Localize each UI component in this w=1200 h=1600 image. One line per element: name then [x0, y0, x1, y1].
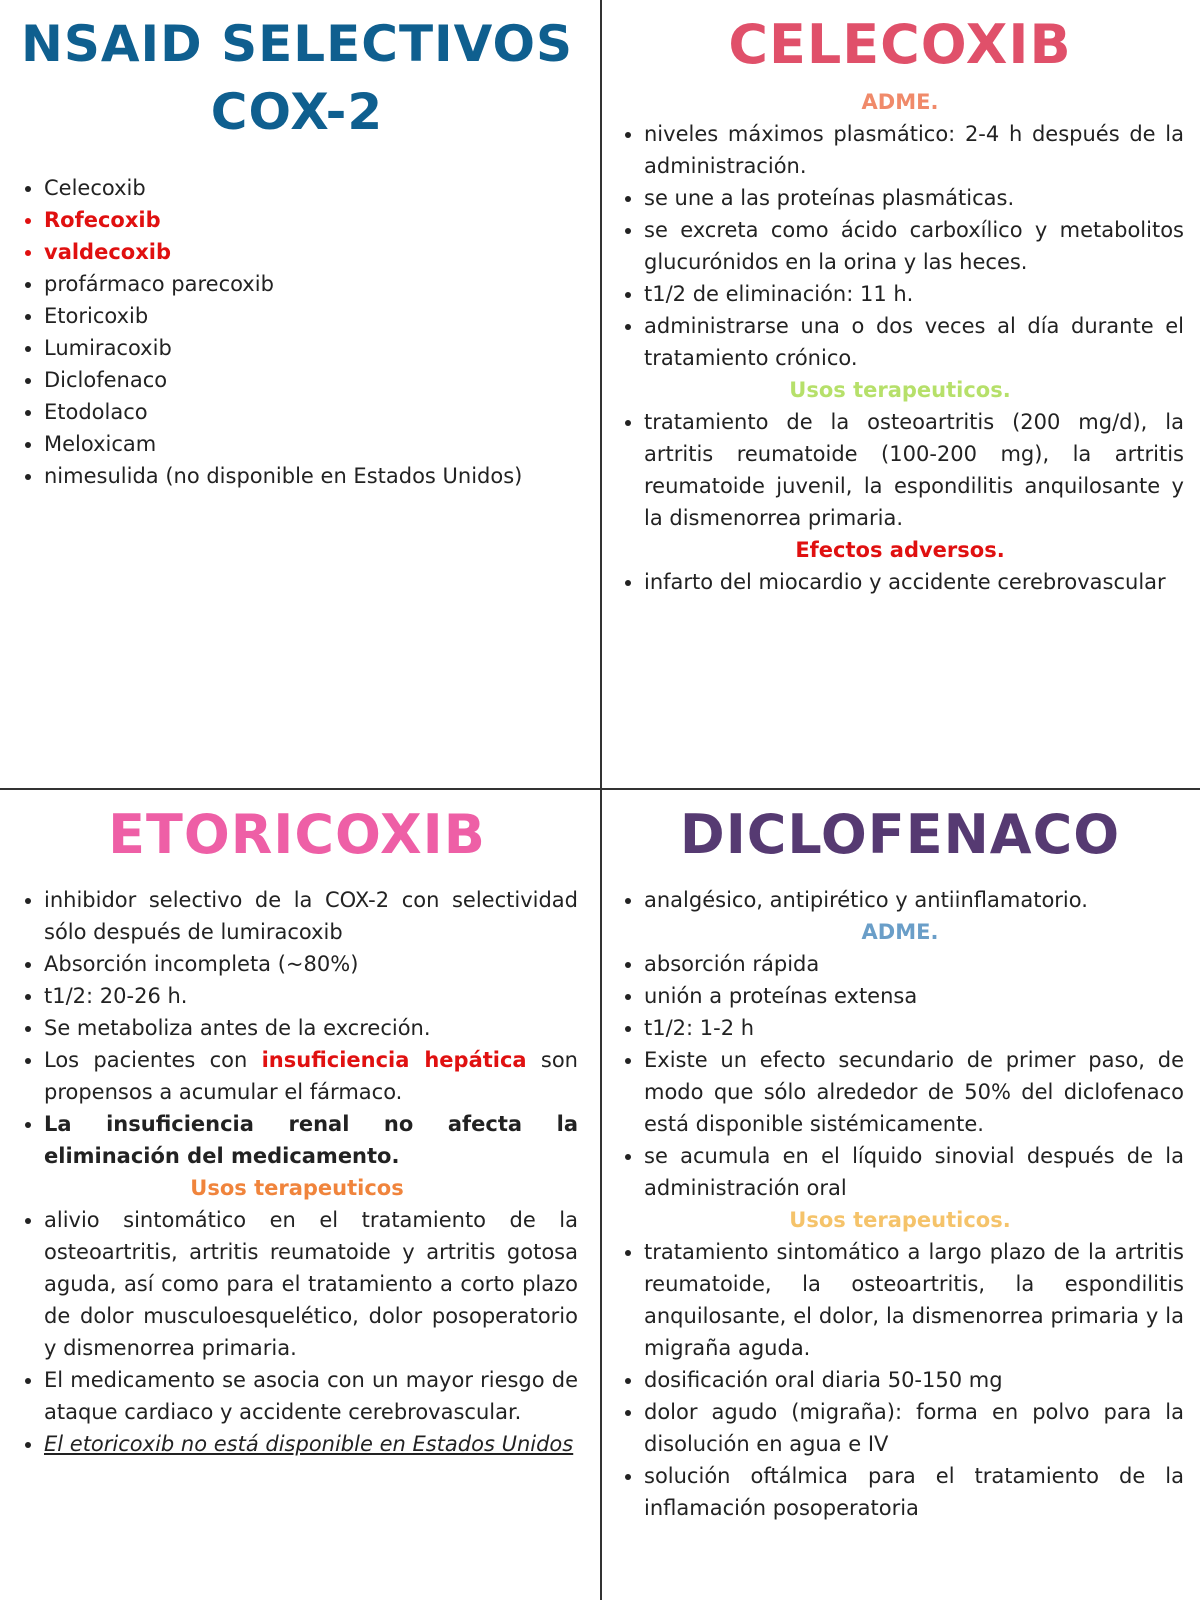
panel-diclofenaco [602, 790, 1200, 1600]
list-item: • administrarse una o dos veces al día durante el tratamiento crónico. [644, 310, 1184, 374]
hepatica-pre: Los pacientes con [44, 1048, 262, 1072]
usos-heading: Usos terapeuticos. [789, 378, 1011, 402]
list-item: • Meloxicam [44, 428, 578, 460]
list-item: • profármaco parecoxib [44, 268, 578, 300]
list-item: • Se metaboliza antes de la excreción. [44, 1012, 578, 1044]
list-item: • se une a las proteínas plasmáticas. [644, 182, 1184, 214]
list-item: • Absorción incompleta (~80%) [44, 948, 578, 980]
list-item: • dolor agudo (migraña): forma en polvo para la disolución en agua e IV [644, 1396, 1184, 1460]
list-item: • alivio sintomático en el tratamiento de la osteoartritis, artritis reumatoide y artritis gotosa aguda, así como para el tratamiento a corto plazo de dolor musculoesquelético, dolor posoperatorio y dismenorrea primaria. [44, 1204, 578, 1364]
usos-list [16, 1204, 578, 1460]
list-item: • Etoricoxib [44, 300, 578, 332]
title-line-1: NSAID SELECTIVOS [21, 15, 573, 73]
hepatica-post: son propensos a acumular el fármaco. [44, 1048, 578, 1104]
list-item: • tratamiento de la osteoartritis (200 mg/d), la artritis reumatoide (100-200 mg), la artritis reumatoide juvenil, la espondilitis anquilosante y la dismenorrea primaria. [644, 406, 1184, 534]
list-item: • tratamiento sintomático a largo plazo de la artritis reumatoide, la osteoartritis, la espondilitis anquilosante, el dolor, la dismenorrea primaria y la migraña aguda. [644, 1236, 1184, 1364]
list-item: • Etodolaco [44, 396, 578, 428]
panel-nsaid-selectivos [0, 0, 600, 788]
list-item: • analgésico, antipirético y antiinflamatorio. [644, 884, 1184, 916]
panel-title [16, 10, 578, 146]
efectos-list [616, 566, 1184, 598]
panel-title: DICLOFENACO [679, 803, 1121, 866]
list-item: • La insuficiencia renal no afecta la eliminación del medicamento. [44, 1108, 578, 1172]
panel-etoricoxib [0, 790, 600, 1600]
list-item: • absorción rápida [644, 948, 1184, 980]
list-item: • Rofecoxib [44, 204, 578, 236]
list-item [44, 1044, 578, 1108]
list-item: • t1/2 de eliminación: 11 h. [644, 278, 1184, 310]
list-item: • se excreta como ácido carboxílico y metabolitos glucurónidos en la orina y las heces. [644, 214, 1184, 278]
adme-heading: ADME. [861, 920, 939, 944]
list-item: • Existe un efecto secundario de primer paso, de modo que sólo alrededor de 50% del diclofenaco está disponible sistémicamente. [644, 1044, 1184, 1140]
usos-heading: Usos terapeuticos. [789, 1208, 1011, 1232]
list-item: • dosificación oral diaria 50-150 mg [644, 1364, 1184, 1396]
usos-list [616, 1236, 1184, 1524]
etoricoxib-list [16, 884, 578, 1172]
panel-title: CELECOXIB [728, 13, 1072, 76]
intro-list [616, 884, 1184, 916]
list-item: • Lumiracoxib [44, 332, 578, 364]
list-item: • El etoricoxib no está disponible en Estados Unidos [44, 1428, 578, 1460]
list-item: • infarto del miocardio y accidente cerebrovascular [644, 566, 1184, 598]
efectos-heading: Efectos adversos. [795, 538, 1005, 562]
list-item: • unión a proteínas extensa [644, 980, 1184, 1012]
list-item: • t1/2: 20-26 h. [44, 980, 578, 1012]
list-item: • se acumula en el líquido sinovial después de la administración oral [644, 1140, 1184, 1204]
panel-title: ETORICOXIB [108, 803, 486, 866]
usos-heading: Usos terapeuticos [190, 1176, 404, 1200]
usos-list [616, 406, 1184, 534]
adme-heading: ADME. [861, 90, 939, 114]
list-item: • valdecoxib [44, 236, 578, 268]
hepatica-highlight: insuficiencia hepática [261, 1048, 527, 1072]
title-line-2: COX-2 [210, 83, 384, 141]
list-item: • solución oftálmica para el tratamiento de la inflamación posoperatoria [644, 1460, 1184, 1524]
adme-list [616, 948, 1184, 1204]
list-item: • El medicamento se asocia con un mayor riesgo de ataque cardiaco y accidente cerebrovascular. [44, 1364, 578, 1428]
list-item: • niveles máximos plasmático: 2-4 h después de la administración. [644, 118, 1184, 182]
list-item: • Diclofenaco [44, 364, 578, 396]
adme-list [616, 118, 1184, 374]
list-item: • Celecoxib [44, 172, 578, 204]
list-item: • nimesulida (no disponible en Estados Unidos) [44, 460, 578, 492]
list-item: • t1/2: 1-2 h [644, 1012, 1184, 1044]
drug-list [16, 172, 578, 492]
list-item: • inhibidor selectivo de la COX-2 con selectividad sólo después de lumiracoxib [44, 884, 578, 948]
panel-celecoxib [602, 0, 1200, 788]
